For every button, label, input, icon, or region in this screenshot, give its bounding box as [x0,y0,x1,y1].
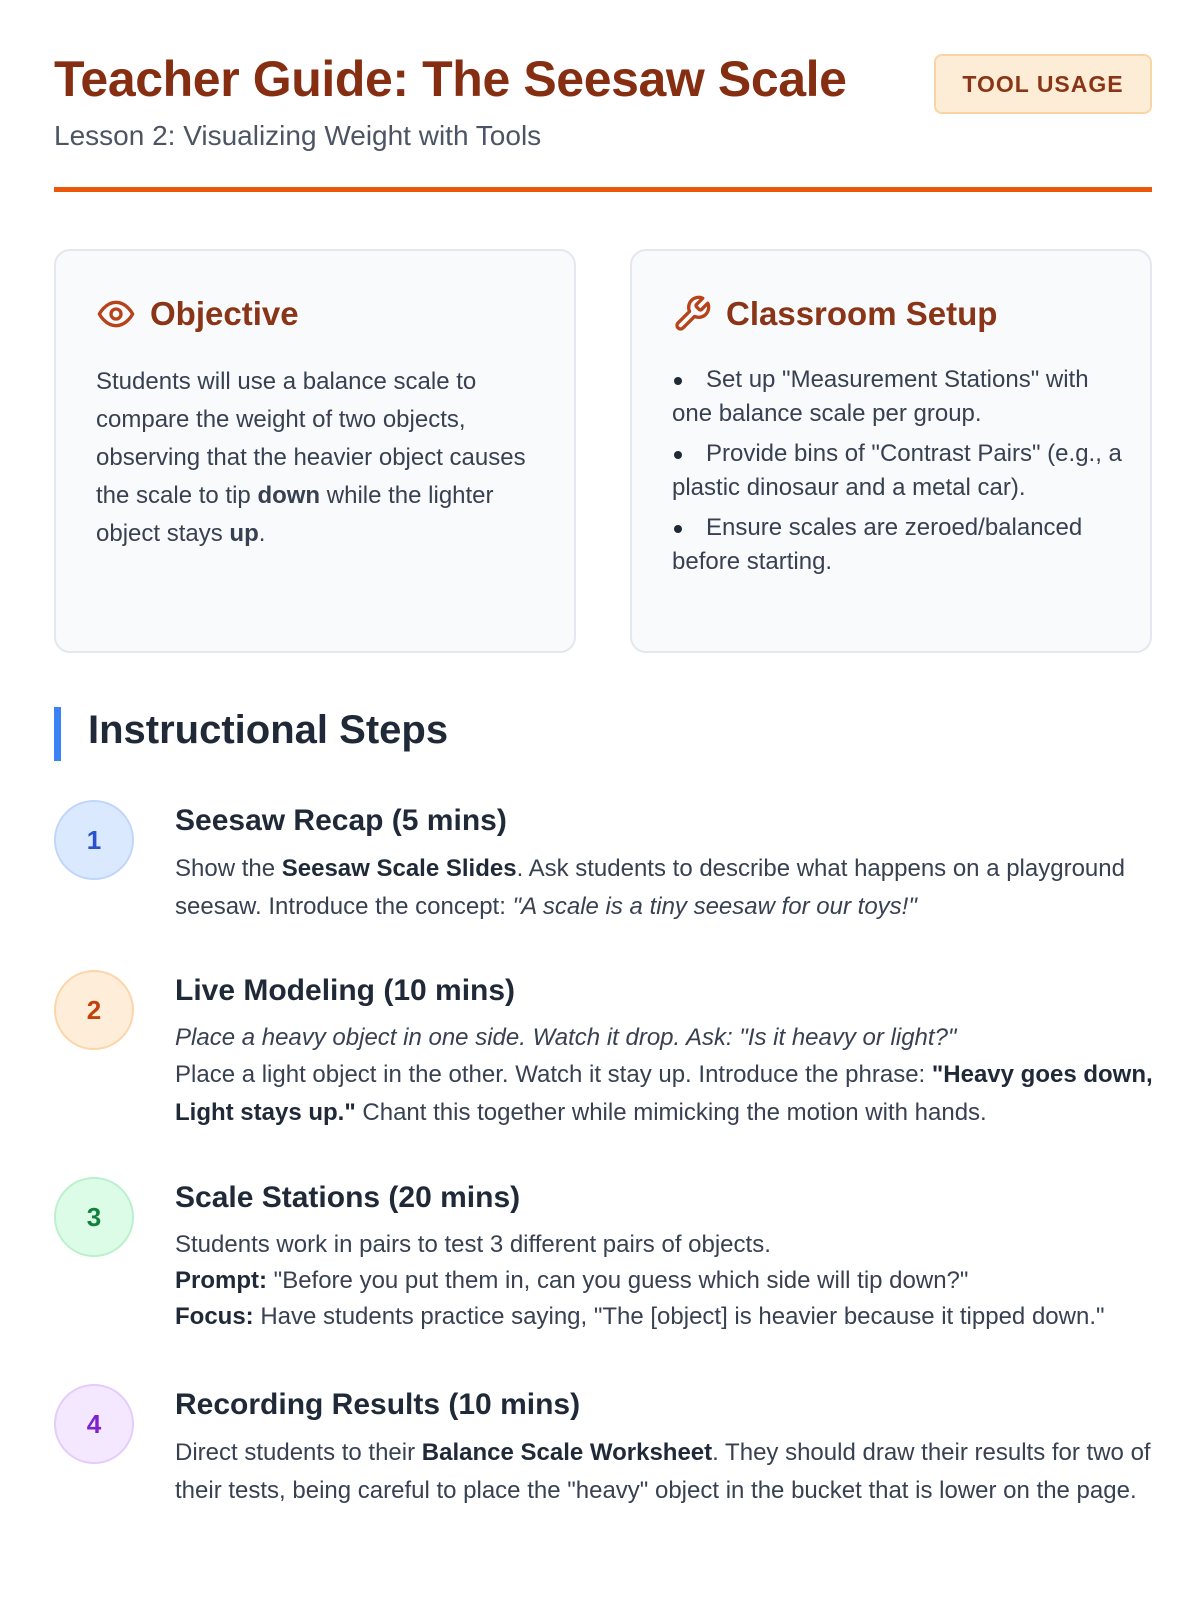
prompt-label: Prompt: [175,1267,267,1294]
step-emphasis: Balance Scale Worksheet [421,1439,713,1466]
list-item [672,437,1122,505]
step-title: Live Modeling (10 mins) [175,974,516,1007]
step-description [175,1020,1155,1132]
step-title: Seesaw Recap (5 mins) [175,804,507,837]
step-description [175,1434,1155,1510]
step-text: Place a light object in the other. Watch it stay up. Introduce the phrase: [175,1061,932,1088]
prompt-text: "Before you put them in, can you guess which side will tip down?" [267,1267,969,1294]
step-focus-line [175,1299,1155,1335]
step-prompt-line [175,1263,1155,1299]
step-number-badge: 4 [54,1384,134,1464]
objective-text-part: Students will use a balance scale to compare the weight of two objects, observing that the heavier object causes the scale to tip [96,368,526,509]
step-text: Show the [175,855,282,882]
step-text: . Ask students to describe what happens on a playground seesaw. Introduce the concept: [175,855,1125,920]
list-item [672,511,1122,579]
page-title: Teacher Guide: The Seesaw Scale [54,51,847,107]
step-title: Scale Stations (20 mins) [175,1181,521,1214]
objective-header [96,291,299,337]
objective-text-part: . [258,520,266,547]
eye-icon [96,294,136,334]
focus-label: Focus: [175,1303,254,1330]
step-number-badge: 2 [54,970,134,1050]
step-emphasis: Seesaw Scale Slides [281,855,517,882]
section-title: Instructional Steps [88,708,449,752]
step-text: Direct students to their [175,1439,422,1466]
step-number-badge: 1 [54,800,134,880]
step-number-badge: 3 [54,1177,134,1257]
list-item [672,363,1122,431]
list-item-text: Ensure scales are zeroed/balanced before starting. [672,514,1083,575]
objective-text-part: while the lighter object stays [96,482,494,547]
objective-card [54,249,576,653]
setup-list [672,363,1122,585]
classroom-setup-title: Classroom Setup [726,295,998,332]
focus-text: Have students practice saying, "The [object] is heavier because it tipped down." [253,1303,1105,1330]
objective-title: Objective [150,295,299,332]
step-quote: "A scale is a tiny seesaw for our toys!" [512,893,917,920]
bullet [674,377,682,385]
classroom-setup-header [672,291,997,337]
objective-text [96,363,536,553]
page-subtitle: Lesson 2: Visualizing Weight with Tools [54,120,542,151]
step-title: Recording Results (10 mins) [175,1388,581,1421]
step-text: Chant this together while mimicking the motion with hands. [355,1099,987,1126]
header-divider [54,187,1152,192]
objective-emphasis-up: up [229,520,259,547]
list-item-text: Provide bins of "Contrast Pairs" (e.g., a plastic dinosaur and a metal car). [672,440,1122,501]
wrench-icon [672,294,712,334]
classroom-setup-card [630,249,1152,653]
bullet [674,525,682,533]
step-description [175,1227,1155,1335]
step-description [175,850,1155,926]
step-instruction-italic: Place a heavy object in one side. Watch it drop. Ask: "Is it heavy or light?" [175,1024,957,1051]
bullet [674,451,682,459]
step-text: . They should draw their results for two of their tests, being careful to place the "heavy" object in the bucket that is lower on the page. [175,1439,1151,1504]
step-text: Students work in pairs to test 3 different pairs of objects. [175,1231,771,1258]
tool-usage-badge: TOOL USAGE [934,54,1152,114]
list-item-text: Set up "Measurement Stations" with one balance scale per group. [672,366,1089,427]
objective-emphasis-down: down [257,482,321,509]
section-accent-bar [54,707,61,761]
step-emphasis: "Heavy goes down, Light stays up." [175,1061,1153,1126]
